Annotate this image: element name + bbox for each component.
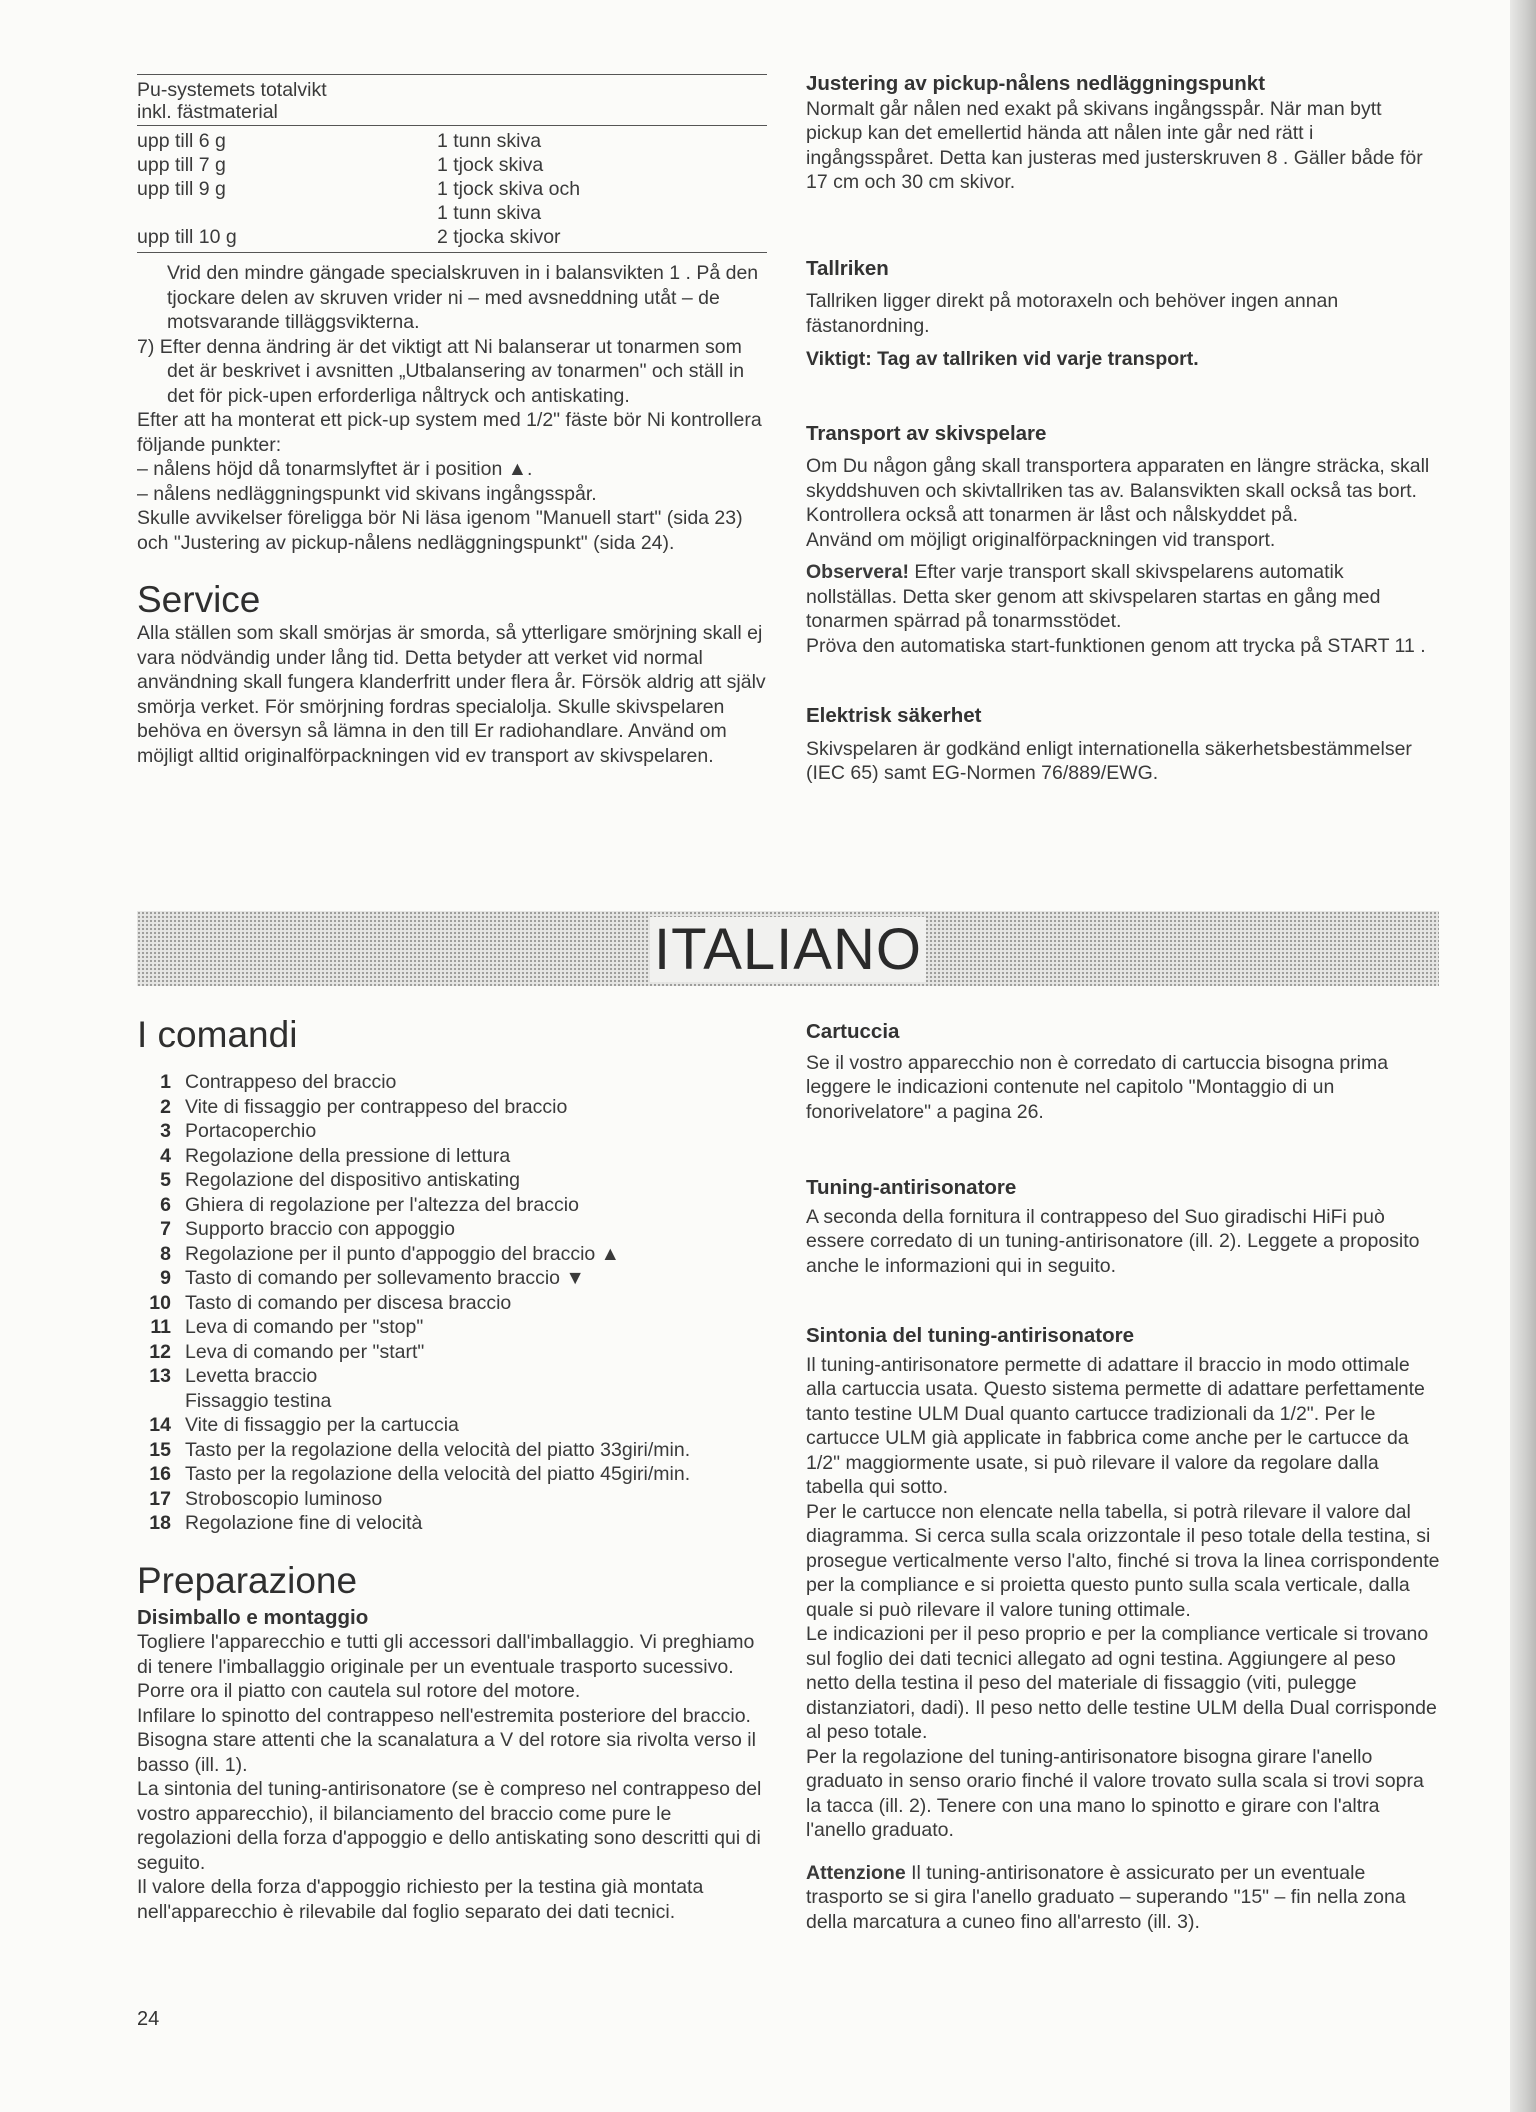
elektrisk-heading: Elektrisk säkerhet (806, 704, 982, 727)
tuning-paragraph: A seconda della fornitura il contrappeso del Suo giradischi HiFi può essere corredato di un tuning-antirisonatore (ill. 2). Leggete a proposito anche le informazioni qui in seguito. (806, 1205, 1420, 1277)
weight-table-header-line1: Pu-systemets totalvikt (137, 79, 327, 101)
disc-cell: 1 tunn skiva (437, 202, 542, 224)
vrid-paragraph: Vrid den mindre gängade specialskruven in i balansvikten 1 . På den tjockare delen av skruven vrider ni – med avsneddning utåt – de motsvarande tilläggsvikterna. (167, 262, 759, 333)
item-label: Stroboscopio luminoso (185, 1487, 383, 1510)
weight-cell: upp till 7 g (137, 154, 226, 176)
list-item (137, 1168, 767, 1193)
item-label: Regolazione per il punto d'appoggio del braccio ▲ (185, 1242, 620, 1265)
sintonia-paragraph-3: Le indicazioni per il peso proprio e per la compliance verticale si trovano sul foglio dei dati tecnici allegato ad ogni testina. Aggiungere al peso netto della testina il peso del materiale di fissaggio (viti, pulegge distanziatori, dadi). Il peso netto delle testine ULM della Dual corrisponde al peso totale. (806, 1623, 1437, 1743)
weight-cell: upp till 6 g (137, 130, 226, 152)
disc-cell: 1 tjock skiva och (437, 178, 581, 200)
observera-text: Efter varje transport skall skivspelarens automatik nollställas. Detta sker genom att skivspelaren startas en gång med tonarmen spärrad på tonarmsstödet. (806, 561, 1381, 632)
list-item (137, 1266, 767, 1291)
table-row (137, 201, 767, 225)
prova-paragraph: Pröva den automatiska start-funktionen genom att trycka på START 11 . (806, 634, 1426, 657)
tuning-heading: Tuning-antirisonatore (806, 1176, 1017, 1199)
table-header-rule (137, 125, 767, 126)
service-heading: Service (137, 579, 261, 620)
list-item (137, 1462, 767, 1487)
item-number: 8 (160, 1242, 171, 1265)
item-number: 14 (149, 1414, 171, 1436)
item-label: Tasto di comando per discesa braccio (185, 1291, 512, 1314)
item-number: 17 (149, 1487, 171, 1510)
item-label: Supporto braccio con appoggio (185, 1218, 455, 1240)
list-item (137, 1242, 767, 1267)
disimballo-paragraph-2: Porre ora il piatto con cautela sul rotore del motore. (137, 1680, 581, 1702)
list-item (137, 1511, 767, 1536)
disc-cell: 1 tjock skiva (437, 154, 544, 176)
weight-cell (137, 201, 437, 225)
attenzione-label: Attenzione (806, 1861, 906, 1884)
efter-paragraph: Efter att ha monterat ett pick-up system med 1/2" fäste bör Ni kontrollera följande punkter: (137, 409, 762, 456)
list-item (137, 1389, 767, 1414)
elektrisk-paragraph: Skivspelaren är godkänd enligt internationella säkerhetsbestämmelser (IEC 65) samt EG-Normen 76/889/EWG. (806, 737, 1412, 784)
item-number: 4 (160, 1144, 171, 1167)
table-bottom-rule (137, 252, 767, 253)
disc-cell: 2 tjocka skivor (437, 226, 561, 248)
tallriken-heading: Tallriken (806, 256, 889, 280)
sintonia-paragraph-4: Per la regolazione del tuning-antirisonatore bisogna girare l'anello graduato in senso orario finché il valore trovato sulla scala si trovi sopra la tacca (ill. 2). Tenere con una mano lo spinotto e girare con l'altra l'anello graduato. (806, 1745, 1424, 1841)
list-item (137, 1119, 767, 1144)
item-label: Regolazione fine di velocità (185, 1512, 423, 1534)
sintonia-paragraph-1: Il tuning-antirisonatore permette di adattare il braccio in modo ottimale alla cartuccia usata. Questo sistema permette di adattare perfettamente tanto testine ULM Dual quanto cartucce tradizionali da 1/2". Per le cartucce ULM già applicate in fabbrica come anche per le cartucce da 1/2" maggiormente usate, si può rilevare il valore da regolare dalla tabella qui sotto. (806, 1353, 1425, 1498)
list-item (137, 1438, 767, 1463)
item-label: Regolazione del dispositivo antiskating (185, 1169, 520, 1191)
item-number: 7 (160, 1218, 171, 1240)
weight-cell: upp till 9 g (137, 178, 226, 200)
list-item (137, 1413, 767, 1438)
item-label: Portacoperchio (185, 1120, 317, 1142)
table-top-rule (137, 74, 767, 75)
list-item (137, 1487, 767, 1512)
item-label: Leva di comando per "stop" (185, 1316, 424, 1338)
item-number: 1 (160, 1071, 171, 1093)
disc-cell: 1 tunn skiva (437, 130, 542, 152)
item-label: Levetta braccio (185, 1365, 318, 1387)
disimballo-paragraph-4: La sintonia del tuning-antirisonatore (se è compreso nel contrappeso del vostro apparecchio), il bilanciamento del braccio come pure le regolazioni della forza d'appoggio e dello antiskating sono descritti qui di seguito. (137, 1778, 762, 1874)
table-row (137, 177, 767, 201)
item-number: 6 (160, 1193, 171, 1216)
banner-title (137, 919, 1439, 981)
sintonia-paragraph-2: Per le cartucce non elencate nella tabella, si potrà rilevare il valore dal diagramma. Si cerca sulla scala orizzontale il peso totale della testina, si prosegue verticalmente verso l'alto, finché si trova la linea corrispondente per la compliance e si proietta questo punto sulla scala verticale, dalla quale si può rilevare il valore tuning ottimale. (806, 1500, 1440, 1621)
item-number: 3 (160, 1120, 171, 1142)
attenzione-text: Il tuning-antirisonatore è assicurato per un eventuale trasporto se si gira l'anello graduato – superando "15" – fin nella zona della marcatura a cuneo fino all'arresto (ill. 3). (806, 1861, 1406, 1933)
item-number: 13 (149, 1365, 171, 1387)
item-label: Leva di comando per "start" (185, 1340, 425, 1363)
list-item (137, 1193, 767, 1218)
disimballo-paragraph-3: Infilare lo spinotto del contrappeso nell'estremita posteriore del braccio. Bisogna stare attenti che la scanalatura a V del rotore sia rivolta verso il basso (ill. 1). (137, 1704, 756, 1776)
language-banner (137, 911, 1439, 986)
table-row (137, 153, 767, 177)
sintonia-heading: Sintonia del tuning-antirisonatore (806, 1324, 1134, 1347)
list-item (137, 1095, 767, 1120)
observera-label: Observera! (806, 561, 909, 583)
check-point-2: – nålens nedläggningspunkt vid skivans ingångsspår. (137, 482, 597, 505)
disimballo-paragraph-5: Il valore della forza d'appoggio richiesto per la testina già montata nell'apparecchio è rilevabile dal foglio separato dei dati tecnici. (137, 1876, 704, 1923)
weight-cell: upp till 10 g (137, 226, 237, 248)
item-label: Ghiera di regolazione per l'altezza del braccio (185, 1193, 579, 1216)
item-label: Fissaggio testina (185, 1389, 332, 1412)
swedish-right-column (806, 72, 1440, 786)
item-label: Vite di fissaggio per contrappeso del braccio (185, 1095, 568, 1118)
weight-table-header (137, 79, 767, 123)
comandi-heading: I comandi (137, 1014, 298, 1055)
item-label: Tasto per la regolazione della velocità del piatto 33giri/min. (185, 1438, 691, 1461)
table-row (137, 129, 767, 153)
list-item (137, 1291, 767, 1316)
item-label: Contrappeso del braccio (185, 1071, 397, 1093)
item-7: 7) Efter denna ändring är det viktigt att Ni balanserar ut tonarmen som det är beskrivet i avsnitten „Utbalansering av tonarmen" och ställ in det för pick-upen erforderliga nåltryck och antiskating. (137, 335, 745, 407)
list-item (137, 1315, 767, 1340)
item-number: 18 (149, 1512, 171, 1534)
item-number: 11 (150, 1316, 171, 1338)
item-number: 12 (149, 1340, 171, 1363)
observera-paragraph (806, 560, 1440, 634)
item-number: 15 (149, 1438, 171, 1461)
list-item (137, 1217, 767, 1242)
swedish-left-column (137, 74, 767, 768)
item-number: 16 (149, 1463, 171, 1485)
justering-paragraph: Normalt går nålen ned exakt på skivans ingångsspår. När man bytt pickup kan det emellertid hända att nålen inte går ned rätt i ingångsspåret. Detta kan justeras med justerskruven 8 . Gäller både för 17 cm och 30 cm skivor. (806, 97, 1423, 193)
list-item (137, 1144, 767, 1169)
attenzione-paragraph (806, 1861, 1440, 1935)
controls-list (137, 1070, 767, 1536)
banner-text: ITALIANO (650, 917, 926, 982)
table-row (137, 225, 767, 249)
check-point-1: – nålens höjd då tonarmslyftet är i position ▲. (137, 458, 533, 480)
skulle-paragraph: Skulle avvikelser föreligga bör Ni läsa igenom "Manuell start" (sida 23) och "Justering av pickup-nålens nedläggningspunkt" (sida 24). (137, 507, 743, 554)
transport-paragraph-1: Om Du någon gång skall transportera apparaten en längre sträcka, skall skyddshuven och skivtallriken tas av. Balansvikten skall också tas bort. (806, 455, 1430, 502)
cartuccia-heading: Cartuccia (806, 1020, 900, 1043)
italian-left-column (137, 1014, 767, 1924)
list-item (137, 1070, 767, 1095)
transport-paragraph-2: Kontrollera också att tonarmen är låst och nålskyddet på. (806, 504, 1299, 526)
weight-table (137, 129, 767, 249)
transport-paragraph-3: Använd om möjligt originalförpackningen vid transport. (806, 528, 1276, 551)
item-number: 5 (160, 1169, 171, 1191)
list-item (137, 1364, 767, 1389)
item-label: Vite di fissaggio per la cartuccia (185, 1414, 459, 1436)
viktigt-note: Viktigt: Tag av tallriken vid varje transport. (806, 348, 1199, 370)
cartuccia-paragraph: Se il vostro apparecchio non è corredato di cartuccia bisogna prima leggere le indicazioni contenute nel capitolo "Montaggio di un fonorivelatore" a pagina 26. (806, 1051, 1389, 1123)
disimballo-paragraph-1: Togliere l'apparecchio e tutti gli accessori dall'imballaggio. Vi preghiamo di tenere l'imballaggio originale per un eventuale trasporto sucessivo. (137, 1631, 755, 1678)
justering-heading: Justering av pickup-nålens nedläggningspunkt (806, 72, 1266, 95)
disimballo-heading: Disimballo e montaggio (137, 1605, 369, 1629)
italian-right-column (806, 1020, 1440, 1934)
transport-heading: Transport av skivspelare (806, 421, 1047, 445)
tallriken-paragraph: Tallriken ligger direkt på motoraxeln och behöver ingen annan fästanordning. (806, 290, 1339, 337)
preparazione-heading: Preparazione (137, 1559, 358, 1601)
page-number: 24 (137, 2008, 160, 2030)
item-number: 2 (160, 1095, 171, 1118)
page-edge (1510, 0, 1536, 2112)
service-paragraph: Alla ställen som skall smörjas är smorda, så ytterligare smörjning skall ej vara nödvändig under lång tid. Detta betyder att verket vid normal användning skall fungera klanderfritt under flera år. Försök aldrig att själv smörja verket. För smörjning fordras specialolja. Skulle skivspelaren behöva en översyn så lämna in den till Er radiohandlare. Använd om möjligt alltid originalförpackningen vid ev transport av skivspelaren. (137, 622, 766, 767)
weight-table-header-line2: inkl. fästmaterial (137, 101, 278, 123)
item-label: Tasto per la regolazione della velocità del piatto 45giri/min. (185, 1463, 691, 1485)
item-number: 9 (160, 1267, 171, 1289)
item-label: Regolazione della pressione di lettura (185, 1144, 511, 1167)
list-item (137, 1340, 767, 1365)
item-label: Tasto di comando per sollevamento braccio ▼ (185, 1267, 585, 1289)
item-number: 10 (149, 1291, 171, 1314)
